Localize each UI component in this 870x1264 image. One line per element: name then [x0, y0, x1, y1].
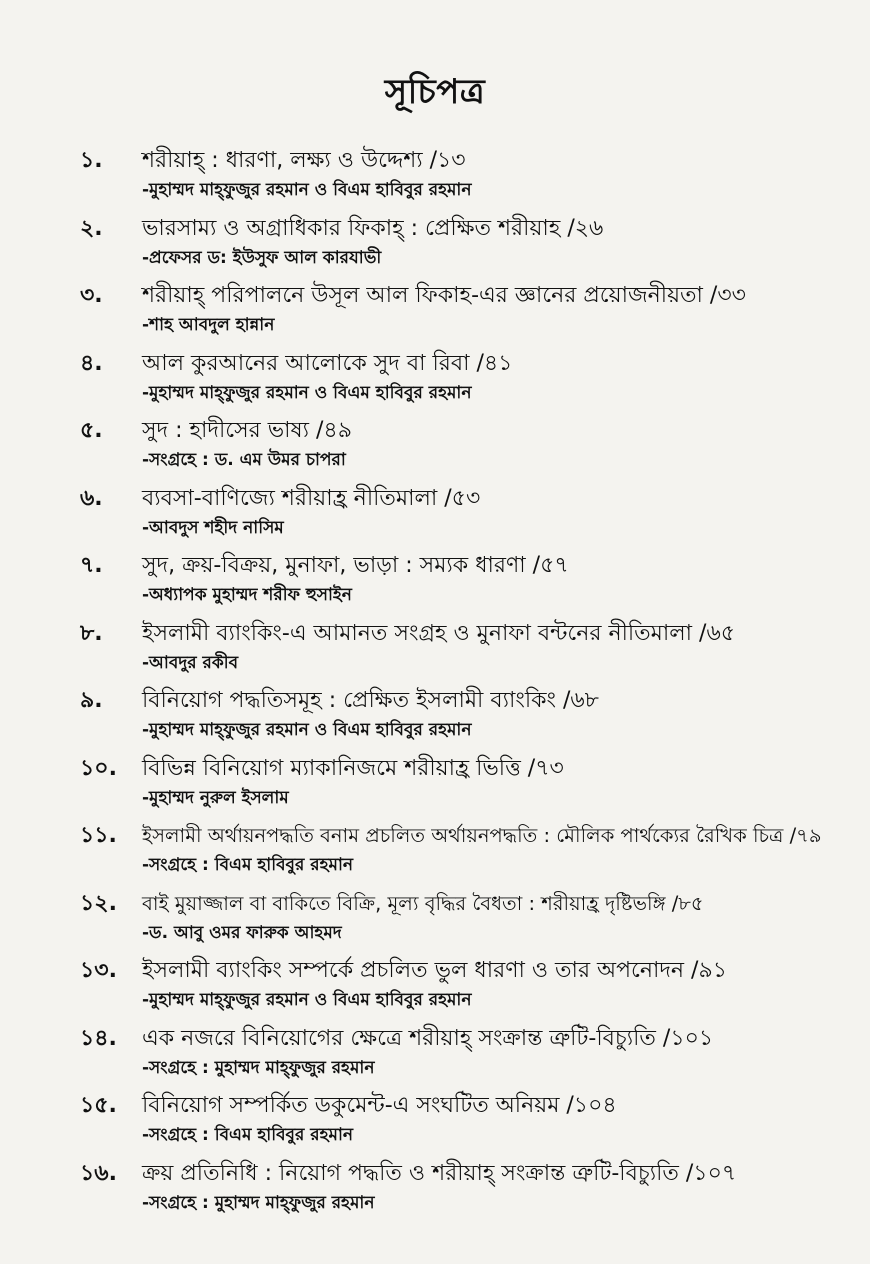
entry-author: -শাহ আবদুল হান্নান	[142, 315, 275, 335]
entry-title: ক্রয় প্রতিনিধি : নিয়োগ পদ্ধতি ও শরীয়াহ্ সংক্রান্ত ত্রুটি-বিচ্যুতি /১০৭	[142, 1160, 737, 1186]
entry-title: বিনিয়োগ সম্পর্কিত ডকুমেন্ট-এ সংঘটিত অনিয়ম /১০৪	[142, 1093, 617, 1118]
entry-number: ১১.	[80, 823, 117, 848]
entry-number: ৭.	[80, 553, 103, 578]
entry-number: ৯.	[80, 688, 103, 713]
entry-author: -সংগ্রহে : বিএম হাবিবুর রহমান	[142, 855, 354, 875]
entry-number: ১৬.	[80, 1160, 117, 1186]
entry-title: ইসলামী অর্থায়নপদ্ধতি বনাম প্রচলিত অর্থায়নপদ্ধতি : মৌলিক পার্থক্যের রৈখিক চিত্র /৭৯	[142, 824, 822, 847]
toc-entry	[80, 349, 860, 417]
toc-entry	[80, 754, 860, 822]
entry-title: শরীয়াহ্ পরিপালনে উসূল আল ফিকাহ-এর জ্ঞানের প্রয়োজনীয়তা /৩৩	[142, 283, 746, 308]
entry-title: ব্যবসা-বাণিজ্যে শরীয়াহ্র নীতিমালা /৫৩	[142, 485, 481, 511]
entry-number: ১৪.	[80, 1025, 117, 1051]
entry-number: ৩.	[80, 283, 103, 308]
entry-number: ৫.	[80, 418, 103, 443]
entry-author: -মুহাম্মদ নুরুল ইসলাম	[142, 787, 289, 808]
entry-author: -আবদুস শহীদ নাসিম	[142, 517, 284, 538]
entry-number: ১০.	[80, 755, 117, 781]
toc-entry	[80, 1159, 860, 1227]
entry-title: বাই মুয়াজ্জাল বা বাকিতে বিক্রি, মূল্য বৃদ্ধির বৈধতা : শরীয়াহ্র দৃষ্টিভঙ্গি /৮৫	[142, 891, 704, 915]
entry-title: সুদ : হাদীসের ভাষ্য /৪৯	[142, 418, 352, 443]
toc-entry	[80, 281, 860, 349]
entry-author: -অধ্যাপক মুহাম্মদ শরীফ হুসাইন	[142, 585, 352, 605]
entry-author: -সংগ্রহে : মুহাম্মদ মাহ্ফুজুর রহমান	[142, 1192, 375, 1213]
entry-title: শরীয়াহ্ : ধারণা, লক্ষ্য ও উদ্দেশ্য /১৩	[142, 148, 466, 173]
toc-entry	[80, 889, 860, 957]
toc-entry	[80, 956, 860, 1024]
entry-number: ১২.	[80, 890, 117, 916]
entry-title: এক নজরে বিনিয়োগের ক্ষেত্রে শরীয়াহ্ সংক্রান্ত ত্রুটি-বিচ্যুতি /১০১	[142, 1025, 714, 1051]
toc-entry	[80, 484, 860, 552]
entry-author: -মুহাম্মদ মাহ্ফুজুর রহমান ও বিএম হাবিবুর রহমান	[142, 720, 472, 740]
entry-title: ভারসাম্য ও অগ্রাধিকার ফিকাহ্ : প্রেক্ষিত শরীয়াহ /২৬	[142, 215, 604, 241]
entry-author: -মুহাম্মদ মাহ্ফুজুর রহমান ও বিএম হাবিবুর রহমান	[142, 990, 472, 1010]
entry-author: -মুহাম্মদ মাহ্ফুজুর রহমান ও বিএম হাবিবুর রহমান	[142, 382, 472, 403]
entry-title: বিনিয়োগ পদ্ধতিসমূহ : প্রেক্ষিত ইসলামী ব্যাংকিং /৬৮	[142, 688, 599, 713]
entry-author: -মুহাম্মদ মাহ্ফুজুর রহমান ও বিএম হাবিবুর রহমান	[142, 180, 472, 200]
toc-entry	[80, 1091, 860, 1159]
toc-entry	[80, 551, 860, 619]
toc-entry	[80, 821, 860, 889]
entry-number: ৬.	[80, 485, 103, 511]
entry-author: -আবদুর রকীব	[142, 652, 239, 673]
entry-title: ইসলামী ব্যাংকিং-এ আমানত সংগ্রহ ও মুনাফা বন্টনের নীতিমালা /৬৫	[142, 620, 736, 646]
toc-entry	[80, 1024, 860, 1092]
toc-entry	[80, 686, 860, 754]
entry-author: -প্রফেসর ড: ইউসুফ আল কারযাভী	[142, 247, 382, 268]
entry-author: -সংগ্রহে : মুহাম্মদ মাহ্ফুজুর রহমান	[142, 1057, 375, 1078]
entry-number: ৮.	[80, 620, 103, 646]
page-title: সূচিপত্র	[384, 72, 486, 112]
entry-title: বিভিন্ন বিনিয়োগ ম্যাকানিজমে শরীয়াহ্র ভিত্তি /৭৩	[142, 755, 564, 781]
entry-number: ৪.	[80, 350, 103, 376]
toc-entry	[80, 619, 860, 687]
entry-author: -সংগ্রহে : বিএম হাবিবুর রহমান	[142, 1125, 354, 1145]
toc-entry	[80, 146, 860, 214]
entry-number: ১৫.	[80, 1093, 117, 1118]
toc-entry	[80, 214, 860, 282]
entry-title: ইসলামী ব্যাংকিং সম্পর্কে প্রচলিত ভুল ধারণা ও তার অপনোদন /৯১	[142, 958, 728, 983]
entry-number: ১৩.	[80, 958, 117, 983]
entry-title: সুদ, ক্রয়-বিক্রয়, মুনাফা, ভাড়া : সম্যক ধারণা /৫৭	[142, 553, 569, 578]
entry-title: আল কুরআনের আলোকে সুদ বা রিবা /৪১	[142, 350, 513, 376]
toc-entry	[80, 416, 860, 484]
table-of-contents	[80, 146, 860, 1226]
entry-author: -ড. আবু ওমর ফারুক আহমদ	[142, 922, 342, 943]
entry-number: ২.	[80, 215, 103, 241]
entry-number: ১.	[80, 148, 103, 173]
entry-author: -সংগ্রহে : ড. এম উমর চাপরা	[142, 450, 346, 470]
